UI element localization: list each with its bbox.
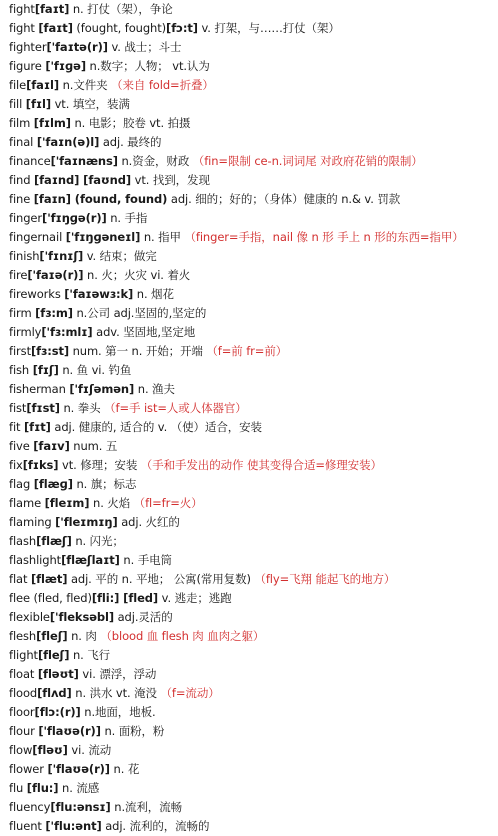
- vocab-definition: n. 鱼 vi. 钓鱼: [62, 363, 132, 377]
- vocab-definition: num. 五: [73, 439, 118, 453]
- vocab-definition: vi. 流动: [71, 743, 112, 757]
- vocab-entry: [9, 741, 498, 760]
- vocab-definition: adj. 细的；好的；（身体）健康的 n.& v. 罚款: [170, 192, 401, 206]
- vocab-definition: n.数字；人物； vt.认为: [89, 59, 210, 73]
- vocab-mnemonic-note: （f=手 ist=人或人体器官）: [104, 401, 247, 415]
- vocab-definition: n. 面粉，粉: [104, 724, 165, 738]
- vocab-word: fix: [9, 458, 23, 472]
- vocab-definition: v. 战士；斗士: [111, 40, 182, 54]
- vocab-word: flower: [9, 762, 48, 776]
- vocab-word: first: [9, 344, 31, 358]
- vocab-word: fill: [9, 97, 26, 111]
- vocab-phonetic: [fɜ:m]: [35, 306, 73, 320]
- vocab-phonetic: [faɪn] (found, found): [33, 192, 168, 206]
- vocab-definition: adv. 坚固地,坚定地: [96, 325, 196, 339]
- vocab-word: fluency: [9, 800, 51, 814]
- vocab-phonetic: ['fɪʃəmən]: [69, 382, 135, 396]
- vocab-entry: [9, 342, 498, 361]
- vocab-phonetic: [flæt]: [30, 572, 68, 586]
- vocab-definition: vi. 漂浮，浮动: [82, 667, 157, 681]
- vocab-phonetic: ['fɪŋɡə(r)]: [42, 211, 107, 225]
- vocab-entry: [9, 570, 498, 589]
- vocab-word: firmly: [9, 325, 42, 339]
- vocab-phonetic: ['fleksəbl]: [49, 610, 115, 624]
- vocab-definition: vt. 填空，装满: [54, 97, 130, 111]
- vocab-entry: [9, 665, 498, 684]
- vocab-entry: [9, 190, 498, 209]
- vocab-word: flexible: [9, 610, 50, 624]
- vocab-definition: n.地面，地板.: [84, 705, 156, 719]
- vocab-word: firm: [9, 306, 36, 320]
- vocab-word: flu: [9, 781, 27, 795]
- vocab-definition: n. 肉: [71, 629, 97, 643]
- vocab-phonetic: ['faɪə(r)]: [27, 268, 84, 282]
- vocab-phonetic: ['faɪn(ə)l]: [36, 135, 100, 149]
- vocab-mnemonic-note: （f=前 fr=前）: [206, 344, 288, 358]
- vocab-phonetic: [fɪl]: [25, 97, 52, 111]
- vocab-entry: [9, 551, 498, 570]
- vocab-phonetic: [flɔ:(r)]: [34, 705, 81, 719]
- vocab-phonetic: [faɪt]: [34, 2, 70, 16]
- vocab-phonetic: ['faɪəwɜ:k]: [64, 287, 134, 301]
- vocab-word: fish: [9, 363, 33, 377]
- vocab-mnemonic-note: （finger=手指，nail 像 n 形 手上 n 形的东西=指甲）: [184, 230, 464, 244]
- vocab-definition: adj. 流利的，流畅的: [105, 819, 210, 833]
- vocab-entry: [9, 209, 498, 228]
- vocab-word: finger: [9, 211, 43, 225]
- vocab-entry: [9, 285, 498, 304]
- vocab-mnemonic-note: （fin=限制 ce-n.词词尾 对政府花销的限制）: [192, 154, 423, 168]
- vocab-definition: n. 花: [113, 762, 140, 776]
- vocab-definition: n.文件夹: [62, 78, 108, 92]
- vocab-entry: [9, 646, 498, 665]
- vocab-entry: [9, 38, 498, 57]
- vocab-word: flashlight: [9, 553, 62, 567]
- vocab-word: fireworks: [9, 287, 65, 301]
- vocab-word: fight: [9, 2, 35, 16]
- vocab-entry: [9, 304, 498, 323]
- vocab-phonetic: ['fɜ:mlɪ]: [41, 325, 93, 339]
- vocab-phonetic: [fli:] [fled]: [91, 591, 159, 605]
- vocab-phonetic: [fɪlm]: [33, 116, 71, 130]
- vocab-definition: n.流利，流畅: [114, 800, 182, 814]
- vocab-word: float: [9, 667, 38, 681]
- vocab-word: flag: [9, 477, 34, 491]
- vocab-word: fluent: [9, 819, 46, 833]
- vocab-word: flash: [9, 534, 37, 548]
- vocab-phonetic: ['flu:ənt]: [45, 819, 102, 833]
- vocab-word: flame: [9, 496, 45, 510]
- vocab-entry: [9, 589, 498, 608]
- vocab-word: flesh: [9, 629, 37, 643]
- vocab-definition: n. 手电筒: [123, 553, 172, 567]
- vocab-entry: [9, 19, 498, 38]
- vocab-definition: n. 电影；胶卷 vt. 拍摄: [74, 116, 191, 130]
- vocab-word: flee (fled, fled): [9, 591, 92, 605]
- vocab-definition: n. 拳头: [63, 401, 101, 415]
- vocab-word: finance: [9, 154, 51, 168]
- vocab-entry: [9, 247, 498, 266]
- vocab-entry: [9, 133, 498, 152]
- vocab-word: flat: [9, 572, 31, 586]
- vocab-word: flour: [9, 724, 39, 738]
- vocab-phonetic: [fɪt]: [24, 420, 51, 434]
- vocab-phonetic: ['flaʊə(r)]: [47, 762, 110, 776]
- vocab-definition: n. 渔夫: [137, 382, 175, 396]
- vocab-entry: [9, 323, 498, 342]
- vocab-phonetic: [fləʊt]: [37, 667, 79, 681]
- vocab-entry: [9, 266, 498, 285]
- vocab-mnemonic-note: （f=流动）: [160, 686, 220, 700]
- vocab-word: fist: [9, 401, 27, 415]
- vocab-definition: adj. 火红的: [121, 515, 180, 529]
- vocab-phonetic: [fleʃ]: [36, 629, 68, 643]
- vocab-entry: [9, 456, 498, 475]
- vocab-definition: adj. 平的 n. 平地； 公寓(常用复数): [70, 572, 251, 586]
- vocab-entry: [9, 798, 498, 817]
- vocab-phonetic: [faɪnd] [faʊnd]: [34, 173, 132, 187]
- vocab-phonetic: ['fɪnɪʃ]: [39, 249, 84, 263]
- vocab-forms: (fought, fought): [72, 21, 167, 35]
- vocab-mnemonic-note: （手和手发出的动作 使其变得合适=修理安装）: [140, 458, 382, 472]
- vocab-entry: [9, 532, 498, 551]
- vocab-phonetic: [flæɡ]: [33, 477, 73, 491]
- vocab-definition: adj. 健康的, 适合的 v. （使）适合，安装: [54, 420, 262, 434]
- vocab-entry: [9, 779, 498, 798]
- vocab-phonetic: [flu:]: [26, 781, 59, 795]
- vocab-phonetic: [fɜ:st]: [30, 344, 70, 358]
- vocab-entry: [9, 95, 498, 114]
- vocab-phonetic: [flʌd]: [37, 686, 72, 700]
- vocab-entry: [9, 494, 498, 513]
- vocab-definition: n. 指甲: [143, 230, 181, 244]
- vocab-definition: n. 火焰: [93, 496, 131, 510]
- vocab-entry: [9, 703, 498, 722]
- vocab-definition: n.公司 adj.坚固的,坚定的: [76, 306, 207, 320]
- vocab-entry: [9, 171, 498, 190]
- vocab-phonetic-2: [fɔ:t]: [166, 21, 198, 35]
- vocab-phonetic: [fɪst]: [26, 401, 60, 415]
- vocab-definition: n. 流感: [62, 781, 100, 795]
- vocab-entry: [9, 722, 498, 741]
- vocab-word: final: [9, 135, 37, 149]
- vocab-phonetic: ['fɪŋɡəneɪl]: [65, 230, 141, 244]
- vocab-phonetic: [fɪks]: [22, 458, 59, 472]
- vocab-entry: [9, 627, 498, 646]
- vocab-definition: adj.灵活的: [117, 610, 173, 624]
- vocab-definition: n. 洪水 vt. 淹没: [75, 686, 157, 700]
- vocab-phonetic: ['flaʊə(r)]: [38, 724, 101, 738]
- vocab-phonetic: [faɪv]: [33, 439, 70, 453]
- vocab-entry: [9, 513, 498, 532]
- vocab-definition: num. 第一 n. 开始；开端: [72, 344, 203, 358]
- vocab-word: flaming: [9, 515, 56, 529]
- vocab-phonetic: ['fɪɡə]: [45, 59, 86, 73]
- vocab-definition: n. 手指: [110, 211, 148, 225]
- vocab-entry: [9, 399, 498, 418]
- vocab-entry: [9, 475, 498, 494]
- vocab-definition: n. 火；火灾 vi. 着火: [87, 268, 191, 282]
- vocab-entry: [9, 380, 498, 399]
- vocab-word: fighter: [9, 40, 47, 54]
- vocab-word: fit: [9, 420, 25, 434]
- vocab-entry: [9, 817, 498, 836]
- vocab-definition: vt. 修理；安装: [62, 458, 138, 472]
- vocab-word: fisherman: [9, 382, 70, 396]
- vocab-entry: [9, 152, 498, 171]
- vocab-entry: [9, 437, 498, 456]
- vocab-definition: v. 逃走；逃跑: [161, 591, 232, 605]
- vocab-mnemonic-note: （fly=飞翔 能起飞的地方）: [254, 572, 396, 586]
- vocab-mnemonic-note: （blood 血 flesh 肉 血肉之躯）: [100, 629, 265, 643]
- vocab-mnemonic-note: （fl=fr=火）: [133, 496, 203, 510]
- vocab-word: fingernail: [9, 230, 66, 244]
- vocab-word: floor: [9, 705, 35, 719]
- vocab-definition: n. 飞行: [72, 648, 111, 662]
- vocab-entry: [9, 361, 498, 380]
- vocab-entry: [9, 114, 498, 133]
- vocab-definition: n. 烟花: [136, 287, 174, 301]
- vocab-entry: [9, 76, 498, 95]
- vocab-entry: [9, 608, 498, 627]
- vocab-definition: vt. 找到，发现: [134, 173, 210, 187]
- vocab-phonetic: ['faɪnæns]: [50, 154, 118, 168]
- vocab-word: finish: [9, 249, 40, 263]
- vocab-definition: adj. 最终的: [102, 135, 162, 149]
- vocab-definition: v. 打架，与……打仗（架）: [201, 21, 340, 35]
- vocab-word: flood: [9, 686, 38, 700]
- vocab-word: film: [9, 116, 34, 130]
- vocab-word: find: [9, 173, 34, 187]
- vocab-phonetic: [fləʊ]: [32, 743, 68, 757]
- vocab-definition: n.资金，财政: [121, 154, 190, 168]
- vocab-word: figure: [9, 59, 46, 73]
- vocab-word: five: [9, 439, 34, 453]
- vocab-entry: [9, 418, 498, 437]
- vocab-word: flow: [9, 743, 33, 757]
- vocab-word: fire: [9, 268, 28, 282]
- vocab-phonetic: [fleɪm]: [44, 496, 90, 510]
- vocab-entry: [9, 57, 498, 76]
- vocab-phonetic: [flu:ənsɪ]: [50, 800, 111, 814]
- vocab-word: fight: [9, 21, 39, 35]
- vocab-definition: n. 旗；标志: [76, 477, 137, 491]
- vocab-entry: [9, 760, 498, 779]
- vocab-phonetic: [fleʃ]: [37, 648, 70, 662]
- vocab-word: fine: [9, 192, 34, 206]
- vocab-entry: [9, 684, 498, 703]
- vocab-phonetic: [flæʃlaɪt]: [61, 553, 120, 567]
- vocab-phonetic: ['faɪtə(r)]: [46, 40, 108, 54]
- vocab-phonetic: [fɪʃ]: [32, 363, 59, 377]
- vocab-phonetic: [faɪt]: [38, 21, 73, 35]
- vocab-definition: n. 打仗（架），争论: [72, 2, 173, 16]
- vocab-phonetic: ['fleɪmɪŋ]: [55, 515, 118, 529]
- vocab-phonetic: [flæʃ]: [36, 534, 72, 548]
- vocab-word: file: [9, 78, 27, 92]
- vocab-word: flight: [9, 648, 38, 662]
- vocab-mnemonic-note: （来自 fold=折叠）: [111, 78, 214, 92]
- vocab-definition: v. 结束；做完: [86, 249, 157, 263]
- vocab-entry: [9, 0, 498, 19]
- vocab-phonetic: [faɪl]: [26, 78, 60, 92]
- vocab-entry: [9, 228, 498, 247]
- vocab-definition: n. 闪光；: [75, 534, 124, 548]
